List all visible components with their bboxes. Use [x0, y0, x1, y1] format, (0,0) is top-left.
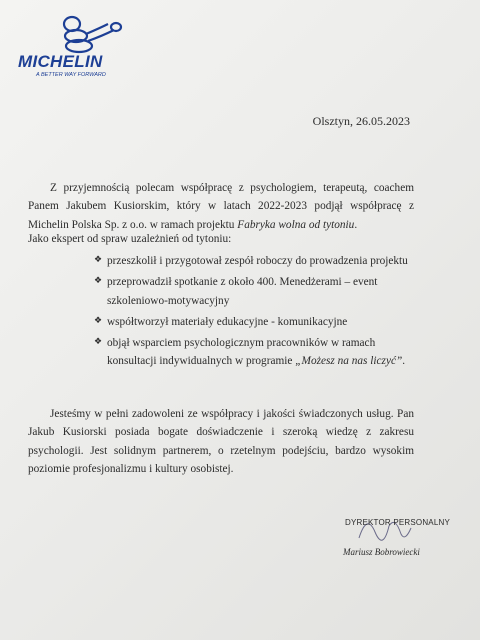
- brand-tagline: A BETTER WAY FORWARD: [36, 72, 106, 78]
- achievement-list: [94, 252, 414, 374]
- program-name: „Możesz na nas liczyć”: [295, 355, 403, 368]
- letter-intro: Jako ekspert od spraw uzależnień od tytoniu:: [28, 233, 232, 245]
- brand-wordmark: MICHELIN: [18, 52, 103, 71]
- bibendum-mascot-icon: [56, 14, 126, 54]
- signature-scribble-icon: [355, 508, 415, 548]
- diamond-bullet-icon: ❖: [94, 336, 103, 347]
- letter-date: Olsztyn, 26.05.2023: [312, 114, 410, 128]
- signatory-name: Mariusz Bobrowiecki: [343, 547, 420, 557]
- list-item: ❖ objął wsparciem psychologicznym pracowników w ramach konsultacji indywidualnych w programie „Możesz na nas liczyć”.: [94, 336, 406, 368]
- diamond-bullet-icon: ❖: [94, 275, 103, 286]
- list-item: ❖ przeprowadził spotkanie z około 400. Menedżerami – event szkoleniowo-motywacyjny: [94, 275, 378, 307]
- paragraph-1-line-2: Jakubem Kusiorskim, który w latach 2022-2023 podjął współpracę z Michelin Polska: [28, 200, 414, 231]
- paragraph-1-line-3: Sp. z o.o. w ramach projektu: [104, 218, 235, 231]
- diamond-bullet-icon: ❖: [94, 314, 103, 325]
- letter-paragraph-2: Jesteśmy w pełni zadowoleni ze współpracy i jakości świadczonych usług. Pan Jakub Kusiorski posiada bogate doświadczenie i szeroką wiedzę z zakresu psychologii. Jest solidnym partnerem, o rzetelnym podejściu, bardzo wysokim poziomie profesjonalizmu i kultury osobistej.: [28, 408, 414, 475]
- michelin-logo: [18, 14, 130, 78]
- paragraph-1-line-1: Z przyjemnością polecam współpracę z psychologiem, terapeutą, coachem Panem: [28, 182, 414, 213]
- letter-paragraph-1: Z przyjemnością polecam współpracę z psychologiem, terapeutą, coachem Panem Jakubem Kusiorskim, który w latach 2022-2023 podjął współpracę z Michelin Polska Sp. z o.o. w ramach projektu Fabryka wolna od tytoniu.: [28, 182, 414, 231]
- signatory-title: DYREKTOR PERSONALNY: [345, 518, 451, 527]
- diamond-bullet-icon: ❖: [94, 254, 103, 264]
- project-name: Fabryka wolna od tytoniu: [237, 218, 355, 231]
- list-item: ❖ przeszkolił i przygotował zespół roboczy do prowadzenia projektu: [94, 254, 408, 267]
- list-item: ❖ współtworzył materiały edukacyjne - komunikacyjne: [94, 314, 348, 328]
